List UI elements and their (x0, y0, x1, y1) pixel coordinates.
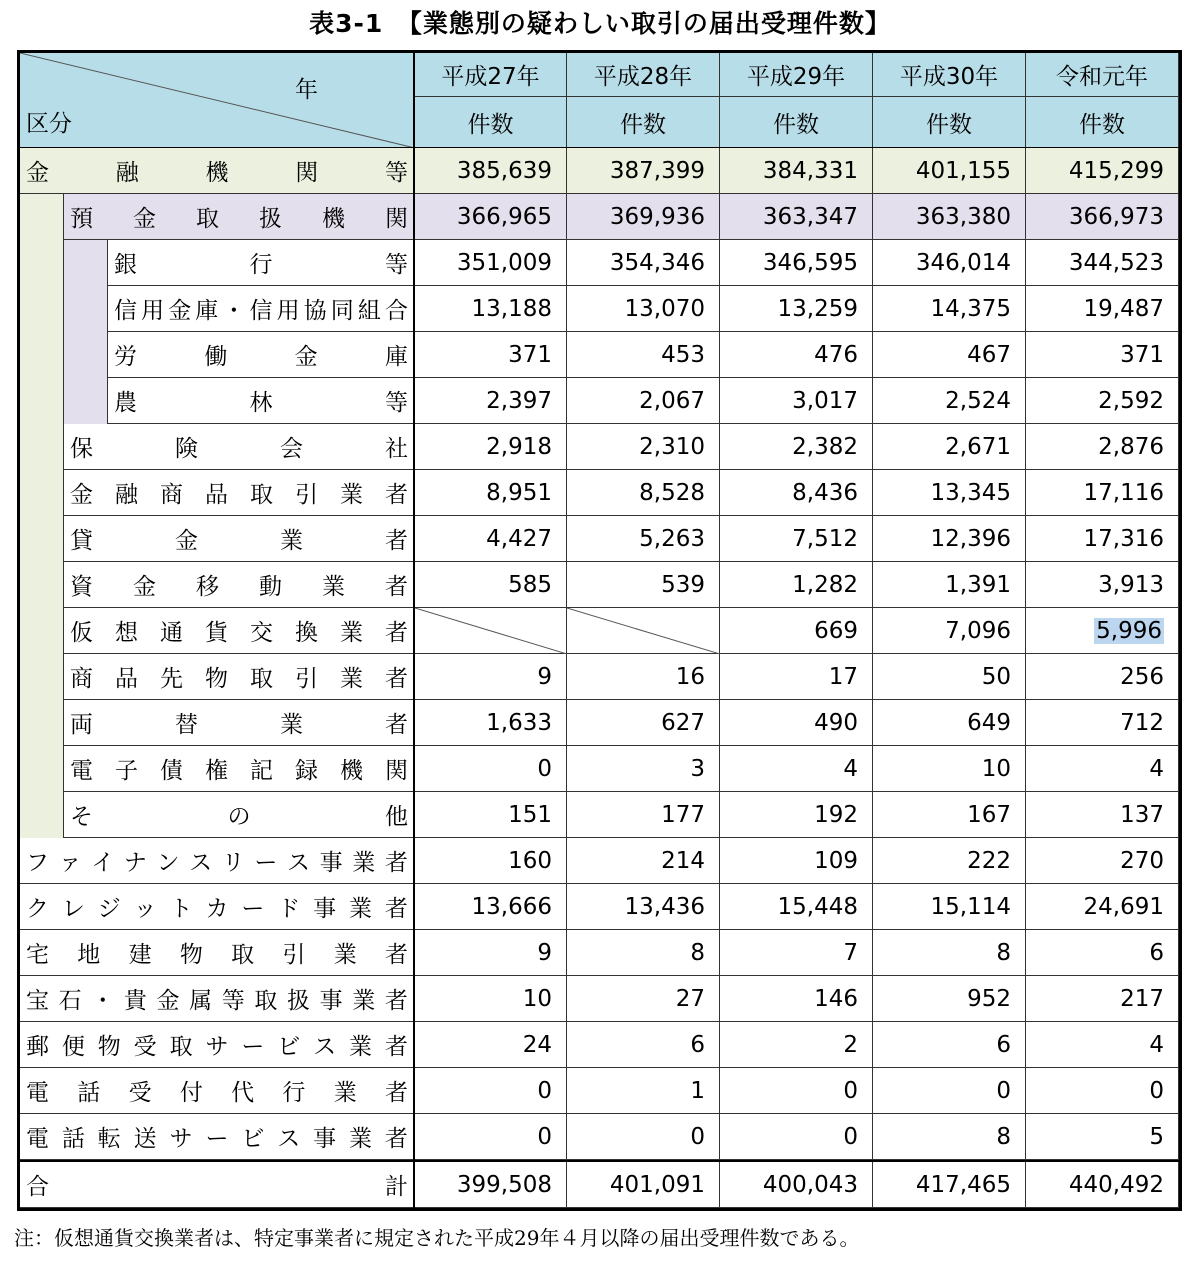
header-unit: 件数 (567, 97, 720, 148)
table-cell: 2,067 (567, 378, 720, 424)
row-label: 商 品 先 物 取 引 業 者 (64, 654, 415, 700)
table-cell: 585 (415, 562, 567, 608)
total-cell: 399,508 (415, 1162, 567, 1208)
total-label: 合 計 (20, 1162, 415, 1208)
table-cell: 217 (1026, 976, 1179, 1022)
table-note: 注：仮想通貨交換業者は、特定事業者に規定された平成29年４月以降の届出受理件数である。 (14, 1226, 860, 1250)
row-label: 銀 行 等 (108, 240, 415, 286)
table-cell: 354,346 (567, 240, 720, 286)
table-cell: 17 (720, 654, 873, 700)
table-cell: 222 (873, 838, 1026, 884)
table-cell: 151 (415, 792, 567, 838)
row-label: 貸 金 業 者 (64, 516, 415, 562)
table-cell: 490 (720, 700, 873, 746)
table-cell: 2,671 (873, 424, 1026, 470)
table-cell: 12,396 (873, 516, 1026, 562)
header-unit: 件数 (415, 97, 567, 148)
table-cell: 8,528 (567, 470, 720, 516)
table-title: 表3-1 【業態別の疑わしい取引の届出受理件数】 (309, 9, 891, 38)
table-cell: 467 (873, 332, 1026, 378)
table-cell: 0 (415, 746, 567, 792)
table-cell: 453 (567, 332, 720, 378)
table-cell: 0 (415, 1114, 567, 1160)
table-cell: 24,691 (1026, 884, 1179, 930)
table-cell: 8 (567, 930, 720, 976)
table-cell: 4 (1026, 1022, 1179, 1068)
deposit-group-band (64, 240, 108, 424)
table-cell: 160 (415, 838, 567, 884)
table-cell: 366,965 (415, 194, 567, 240)
total-cell: 400,043 (720, 1162, 873, 1208)
table-cell: 401,155 (873, 148, 1026, 194)
table-cell: 16 (567, 654, 720, 700)
data-table (17, 50, 1182, 1211)
table-cell: 0 (873, 1068, 1026, 1114)
row-label: 労 働 金 庫 (108, 332, 415, 378)
table-cell: 14,375 (873, 286, 1026, 332)
table-cell: 351,009 (415, 240, 567, 286)
table-cell: 344,523 (1026, 240, 1179, 286)
table-cell: 3,913 (1026, 562, 1179, 608)
header-unit: 件数 (1026, 97, 1179, 148)
table-cell: 17,116 (1026, 470, 1179, 516)
table-cell: 27 (567, 976, 720, 1022)
header-year: 令和元年 (1026, 53, 1179, 97)
table-cell: 0 (720, 1114, 873, 1160)
table-cell: 214 (567, 838, 720, 884)
table-cell: 384,331 (720, 148, 873, 194)
table-cell: 5 (1026, 1114, 1179, 1160)
table-cell: 952 (873, 976, 1026, 1022)
table-cell: 4 (720, 746, 873, 792)
table-cell: 366,973 (1026, 194, 1179, 240)
table-cell: 387,399 (567, 148, 720, 194)
table-cell: 2,918 (415, 424, 567, 470)
row-label: 預 金 取 扱 機 関 (64, 194, 415, 240)
table-cell: 1,391 (873, 562, 1026, 608)
row-label: 宅 地 建 物 取 引 業 者 (20, 930, 415, 976)
table-cell: 177 (567, 792, 720, 838)
table-cell: 10 (415, 976, 567, 1022)
table-cell: 50 (873, 654, 1026, 700)
table-cell: 8 (873, 1114, 1026, 1160)
table-cell: 13,259 (720, 286, 873, 332)
table-cell: 7 (720, 930, 873, 976)
financial-group-band (20, 194, 64, 838)
table-cell: 0 (1026, 1068, 1179, 1114)
table-cell: 137 (1026, 792, 1179, 838)
table-cell: 8 (873, 930, 1026, 976)
total-cell: 440,492 (1026, 1162, 1179, 1208)
table-cell: 385,639 (415, 148, 567, 194)
table-cell: 1,633 (415, 700, 567, 746)
row-label: 金 融 商 品 取 引 業 者 (64, 470, 415, 516)
table-cell: 2,382 (720, 424, 873, 470)
table-cell: 1 (567, 1068, 720, 1114)
table-cell: 24 (415, 1022, 567, 1068)
table-cell: 6 (873, 1022, 1026, 1068)
row-label: 宝 石 ・ 貴 金 属 等 取 扱 事 業 者 (20, 976, 415, 1022)
table-cell: 476 (720, 332, 873, 378)
table-cell: 6 (1026, 930, 1179, 976)
table-cell: 17,316 (1026, 516, 1179, 562)
row-label: 両 替 業 者 (64, 700, 415, 746)
table-cell: 2,397 (415, 378, 567, 424)
highlighted-value: 5,996 (1096, 617, 1162, 644)
row-label: 電 子 債 権 記 録 機 関 (64, 746, 415, 792)
table-cell: 363,380 (873, 194, 1026, 240)
row-label: 保 険 会 社 (64, 424, 415, 470)
header-category-label: 区分 (26, 111, 72, 137)
row-label: 信 用 金 庫 ・ 信 用 協 同 組 合 (108, 286, 415, 332)
table-cell: 4,427 (415, 516, 567, 562)
row-label: 資 金 移 動 業 者 (64, 562, 415, 608)
table-cell: 669 (720, 608, 873, 654)
table-cell (567, 608, 720, 654)
table-cell: 371 (1026, 332, 1179, 378)
row-label: 電 話 転 送 サ ー ビ ス 事 業 者 (20, 1114, 415, 1160)
row-label: 仮 想 通 貨 交 換 業 者 (64, 608, 415, 654)
label-column-separator (413, 53, 415, 1208)
table-cell: 9 (415, 654, 567, 700)
row-label: ク レ ジ ッ ト カ ー ド 事 業 者 (20, 884, 415, 930)
table-cell: 13,345 (873, 470, 1026, 516)
row-label: 郵 便 物 受 取 サ ー ビ ス 業 者 (20, 1022, 415, 1068)
not-applicable-diagonal (567, 608, 720, 654)
row-label: そ の 他 (64, 792, 415, 838)
table-cell: 7,096 (873, 608, 1026, 654)
table-cell: 109 (720, 838, 873, 884)
header-year-label: 年 (295, 77, 318, 103)
row-label: 電 話 受 付 代 行 業 者 (20, 1068, 415, 1114)
table-cell: 649 (873, 700, 1026, 746)
table-cell: 712 (1026, 700, 1179, 746)
table-cell (415, 608, 567, 654)
corner-diagonal (20, 53, 415, 148)
header-unit: 件数 (720, 97, 873, 148)
table-cell: 15,448 (720, 884, 873, 930)
table-cell: 3,017 (720, 378, 873, 424)
table-cell: 371 (415, 332, 567, 378)
table-cell: 19,487 (1026, 286, 1179, 332)
table-cell: 8,951 (415, 470, 567, 516)
table-cell: 13,070 (567, 286, 720, 332)
table-cell: 346,595 (720, 240, 873, 286)
not-applicable-diagonal (415, 608, 567, 654)
table-cell: 363,347 (720, 194, 873, 240)
table-cell: 3 (567, 746, 720, 792)
table-cell: 13,436 (567, 884, 720, 930)
table-cell: 6 (567, 1022, 720, 1068)
table-cell: 539 (567, 562, 720, 608)
table-cell: 7,512 (720, 516, 873, 562)
table-cell: 9 (415, 930, 567, 976)
table-cell: 369,936 (567, 194, 720, 240)
table-cell: 0 (720, 1068, 873, 1114)
table-cell: 15,114 (873, 884, 1026, 930)
header-year: 平成27年 (415, 53, 567, 97)
header-year: 平成29年 (720, 53, 873, 97)
table-cell: 2,524 (873, 378, 1026, 424)
table-cell: 2,592 (1026, 378, 1179, 424)
table-cell: 346,014 (873, 240, 1026, 286)
table-cell: 8,436 (720, 470, 873, 516)
table-cell: 13,188 (415, 286, 567, 332)
total-cell: 417,465 (873, 1162, 1026, 1208)
table-cell: 192 (720, 792, 873, 838)
row-label: 金 融 機 関 等 (20, 148, 415, 194)
header-corner (20, 53, 415, 148)
table-cell: 627 (567, 700, 720, 746)
table-cell: 2,876 (1026, 424, 1179, 470)
row-label: フ ァ イ ナ ン ス リ ー ス 事 業 者 (20, 838, 415, 884)
table-cell: 270 (1026, 838, 1179, 884)
table-cell (1026, 608, 1179, 654)
table-cell: 415,299 (1026, 148, 1179, 194)
table-cell: 2 (720, 1022, 873, 1068)
table-cell: 5,263 (567, 516, 720, 562)
table-cell: 0 (567, 1114, 720, 1160)
table-cell: 146 (720, 976, 873, 1022)
table-cell: 4 (1026, 746, 1179, 792)
table-cell: 2,310 (567, 424, 720, 470)
header-year: 平成30年 (873, 53, 1026, 97)
row-label: 農 林 等 (108, 378, 415, 424)
header-year: 平成28年 (567, 53, 720, 97)
table-cell: 1,282 (720, 562, 873, 608)
table-cell: 167 (873, 792, 1026, 838)
header-unit: 件数 (873, 97, 1026, 148)
table-cell: 0 (415, 1068, 567, 1114)
table-cell: 10 (873, 746, 1026, 792)
total-cell: 401,091 (567, 1162, 720, 1208)
table-cell: 13,666 (415, 884, 567, 930)
table-cell: 256 (1026, 654, 1179, 700)
